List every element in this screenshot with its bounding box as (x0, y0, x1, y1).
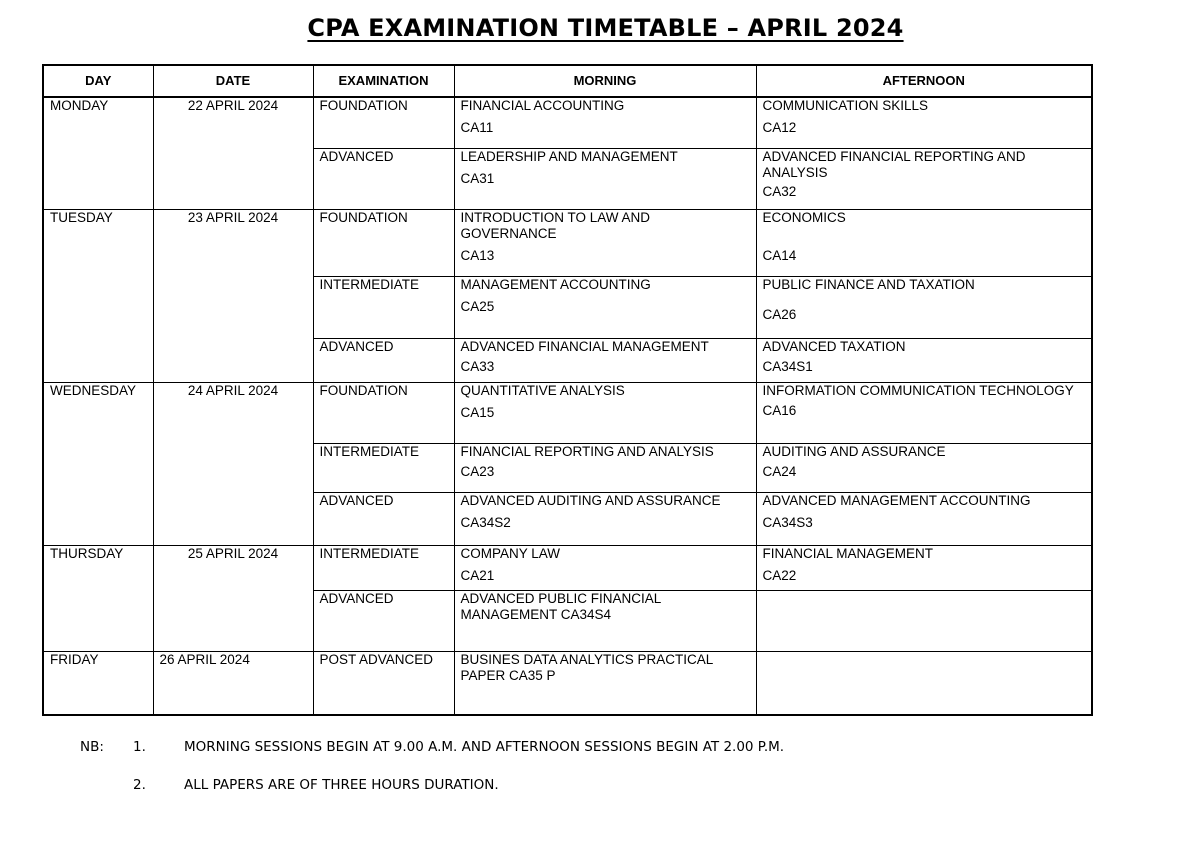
afternoon-cell (756, 590, 1092, 651)
morning-paper: LEADERSHIP AND MANAGEMENT (460, 148, 678, 164)
afternoon-code: CA34S3 (762, 514, 813, 530)
morning-cell (454, 382, 756, 443)
morning-code: CA33 (460, 358, 495, 374)
afternoon-code: CA14 (762, 247, 797, 263)
afternoon-code: CA24 (762, 463, 797, 479)
notes-label: NB: (80, 739, 104, 755)
afternoon-paper: INFORMATION COMMUNICATION TECHNOLOGY (762, 382, 1074, 398)
afternoon-paper: FINANCIAL MANAGEMENT (762, 545, 934, 561)
date-cell: 22 APRIL 2024 (153, 97, 313, 209)
header-morning: MORNING (454, 65, 756, 97)
day-cell: TUESDAY (43, 209, 153, 382)
level-cell: POST ADVANCED (313, 651, 454, 715)
morning-cell (454, 338, 756, 382)
note-number: 2. (133, 777, 146, 793)
afternoon-cell (756, 209, 1092, 276)
afternoon-cell (756, 545, 1092, 590)
afternoon-code: CA32 (762, 183, 797, 199)
afternoon-paper: ADVANCED MANAGEMENT ACCOUNTING (762, 492, 1031, 508)
morning-cell (454, 148, 756, 209)
afternoon-paper: ECONOMICS (762, 209, 846, 225)
level-cell: ADVANCED (313, 148, 454, 209)
timetable (42, 64, 1093, 716)
afternoon-cell (756, 443, 1092, 492)
morning-cell (454, 590, 756, 651)
morning-paper: BUSINES DATA ANALYTICS PRACTICAL PAPER CA35 P (460, 651, 713, 683)
afternoon-cell (756, 651, 1092, 715)
afternoon-cell (756, 148, 1092, 209)
afternoon-cell (756, 338, 1092, 382)
morning-code: CA31 (460, 170, 495, 186)
day-cell: MONDAY (43, 97, 153, 209)
morning-paper: QUANTITATIVE ANALYSIS (460, 382, 625, 398)
page-title: CPA EXAMINATION TIMETABLE – APRIL 2024 (307, 14, 904, 42)
level-cell: ADVANCED (313, 338, 454, 382)
afternoon-code: CA12 (762, 120, 797, 135)
morning-code: CA23 (460, 463, 495, 479)
date-cell: 25 APRIL 2024 (153, 545, 313, 651)
morning-code: CA13 (460, 247, 495, 263)
morning-paper: ADVANCED FINANCIAL MANAGEMENT (460, 338, 709, 354)
afternoon-cell (756, 97, 1092, 148)
header-row (43, 65, 1092, 97)
afternoon-paper: PUBLIC FINANCE AND TAXATION (762, 276, 975, 292)
table-row (43, 97, 1092, 148)
header-date: DATE (153, 65, 313, 97)
morning-paper: MANAGEMENT ACCOUNTING (460, 276, 651, 292)
date-cell: 26 APRIL 2024 (153, 651, 313, 715)
level-cell: INTERMEDIATE (313, 276, 454, 338)
day-cell: WEDNESDAY (43, 382, 153, 545)
day-cell: THURSDAY (43, 545, 153, 651)
morning-paper: FINANCIAL REPORTING AND ANALYSIS (460, 443, 714, 459)
afternoon-paper: ADVANCED FINANCIAL REPORTING AND ANALYSIS (762, 148, 1026, 180)
morning-paper: ADVANCED PUBLIC FINANCIAL MANAGEMENT CA34S4 (460, 590, 661, 622)
table-row (43, 209, 1092, 276)
morning-paper: ADVANCED AUDITING AND ASSURANCE (460, 492, 721, 508)
morning-code: CA25 (460, 298, 495, 314)
afternoon-paper: ADVANCED TAXATION (762, 338, 906, 354)
morning-cell (454, 97, 756, 148)
level-cell: FOUNDATION (313, 382, 454, 443)
header-examination: EXAMINATION (313, 65, 454, 97)
afternoon-paper: AUDITING AND ASSURANCE (762, 443, 946, 459)
morning-paper: FINANCIAL ACCOUNTING (460, 98, 625, 113)
morning-cell (454, 545, 756, 590)
afternoon-cell (756, 276, 1092, 338)
afternoon-code: CA34S1 (762, 358, 813, 374)
level-cell: FOUNDATION (313, 209, 454, 276)
morning-cell (454, 651, 756, 715)
morning-code: CA15 (460, 404, 495, 420)
level-cell: ADVANCED (313, 492, 454, 545)
header-afternoon: AFTERNOON (756, 65, 1092, 97)
table-row (43, 651, 1092, 715)
morning-cell (454, 443, 756, 492)
header-day: DAY (43, 65, 153, 97)
day-cell: FRIDAY (43, 651, 153, 715)
table-row (43, 545, 1092, 590)
morning-cell (454, 209, 756, 276)
afternoon-cell (756, 492, 1092, 545)
morning-code: CA11 (460, 120, 494, 135)
date-cell: 24 APRIL 2024 (153, 382, 313, 545)
level-cell: INTERMEDIATE (313, 545, 454, 590)
morning-code: CA34S2 (460, 514, 511, 530)
afternoon-code: CA26 (762, 306, 797, 322)
afternoon-code: CA16 (762, 402, 797, 418)
afternoon-cell (756, 382, 1092, 443)
note-text: MORNING SESSIONS BEGIN AT 9.00 A.M. AND AFTERNOON SESSIONS BEGIN AT 2.00 P.M. (184, 739, 785, 755)
morning-paper: INTRODUCTION TO LAW AND GOVERNANCE (460, 209, 651, 241)
level-cell: ADVANCED (313, 590, 454, 651)
morning-paper: COMPANY LAW (460, 545, 561, 561)
level-cell: INTERMEDIATE (313, 443, 454, 492)
table-row (43, 382, 1092, 443)
morning-cell (454, 276, 756, 338)
note-text: ALL PAPERS ARE OF THREE HOURS DURATION. (184, 777, 499, 793)
morning-cell (454, 492, 756, 545)
level-cell: FOUNDATION (313, 97, 454, 148)
date-cell: 23 APRIL 2024 (153, 209, 313, 382)
morning-code: CA21 (460, 567, 495, 583)
afternoon-code: CA22 (762, 567, 797, 583)
afternoon-paper: COMMUNICATION SKILLS (762, 98, 929, 113)
note-number: 1. (133, 739, 146, 755)
